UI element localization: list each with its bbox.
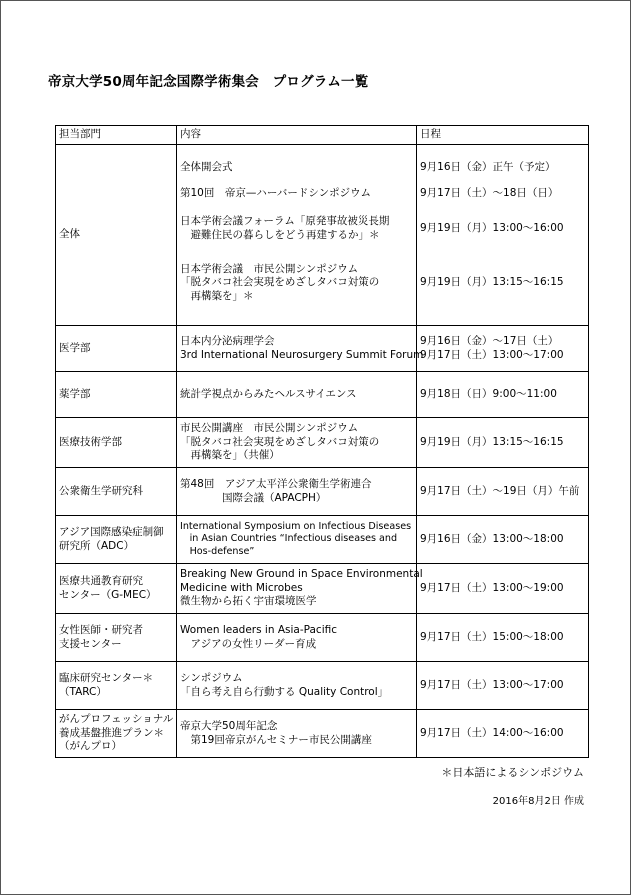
dept-cell: がんプロフェッショナル 養成基盤推進プラン＊ （がんプロ）: [56, 710, 177, 758]
table-row: [56, 662, 589, 710]
table-row: [56, 145, 589, 326]
table-row: [56, 614, 589, 662]
dept-cell: 全体: [56, 145, 177, 326]
date-item: 9月16日（金）正午（予定）: [420, 161, 556, 174]
table-row: [56, 468, 589, 516]
date-cell: 9月16日（金）～17日（土） 9月17日（土）13:00～17:00: [417, 326, 589, 372]
header-dept: 担当部門: [56, 126, 177, 145]
table-row: [56, 326, 589, 372]
content-item: 日本学術会議フォーラム「原発事故被災長期 避難住民の暮らしをどう再建するか」＊: [180, 215, 390, 241]
date-cell: 9月16日（金）13:00～18:00: [417, 516, 589, 564]
date-cell: 9月17日（土）～19日（月）午前: [417, 468, 589, 516]
dept-cell: 臨床研究センター＊ （TARC）: [56, 662, 177, 710]
content-cell: 第48回 アジア太平洋公衆衛生学術連合 国際会議（APACPH）: [177, 468, 417, 516]
date-cell: 9月17日（土）13:00～17:00: [417, 662, 589, 710]
dept-cell: 医学部: [56, 326, 177, 372]
date-item: 9月19日（月）13:15～16:15: [420, 276, 564, 289]
table-row: [56, 418, 589, 468]
date-cell: 9月18日（日）9:00～11:00: [417, 372, 589, 418]
date-cell: 9月17日（土）15:00～18:00: [417, 614, 589, 662]
date-item: 9月17日（土）～18日（日）: [420, 187, 559, 200]
date-cell: 9月17日（土）13:00～19:00: [417, 564, 589, 614]
date-cell: [417, 145, 589, 326]
program-table: [55, 125, 589, 758]
page-title: 帝京大学50周年記念国際学術集会 プログラム一覧: [48, 74, 369, 90]
content-cell: 市民公開講座 市民公開シンポジウム 「脱タバコ社会実現をめざしタバコ対策の 再構築を」（共催）: [177, 418, 417, 468]
table-row: [56, 372, 589, 418]
header-content: 内容: [177, 126, 417, 145]
dept-cell: 公衆衛生学研究科: [56, 468, 177, 516]
content-cell: 日本内分泌病理学会 3rd International Neurosurgery Summit Forum: [177, 326, 417, 372]
table-row: [56, 516, 589, 564]
dept-cell: 医療技術学部: [56, 418, 177, 468]
dept-cell: 医療共通教育研究 センター（G-MEC）: [56, 564, 177, 614]
dept-cell: 薬学部: [56, 372, 177, 418]
content-cell: Women leaders in Asia-Pacific アジアの女性リーダー育成: [177, 614, 417, 662]
table-header-row: [56, 126, 589, 145]
date-cell: 9月19日（月）13:15～16:15: [417, 418, 589, 468]
content-item: 第10回 帝京—ハーバードシンポジウム: [180, 187, 371, 200]
content-cell: 帝京大学50周年記念 第19回帝京がんセミナー市民公開講座: [177, 710, 417, 758]
table-row: [56, 710, 589, 758]
content-cell: シンポジウム 「自ら考え自ら行動する Quality Control」: [177, 662, 417, 710]
table-row: [56, 564, 589, 614]
content-cell: Breaking New Ground in Space Environmental Medicine with Microbes 微生物から拓く宇宙環境医学: [177, 564, 417, 614]
creation-date: 2016年8月2日 作成: [492, 796, 584, 807]
date-item: 9月19日（月）13:00～16:00: [420, 222, 564, 235]
header-date: 日程: [417, 126, 589, 145]
content-item: 日本学術会議 市民公開シンポジウム 「脱タバコ社会実現をめざしタバコ対策の 再構築を」＊: [180, 262, 380, 302]
content-item: 全体開会式: [180, 161, 233, 174]
footnote: ＊日本語によるシンポジウム: [441, 766, 584, 779]
dept-cell: 女性医師・研究者 支援センター: [56, 614, 177, 662]
date-cell: 9月17日（土）14:00～16:00: [417, 710, 589, 758]
content-cell: 統計学視点からみたヘルスサイエンス: [177, 372, 417, 418]
content-cell: International Symposium on Infectious Diseases in Asian Countries “Infectious diseases and Hos-defense”: [177, 516, 417, 564]
content-cell: [177, 145, 417, 326]
dept-cell: アジア国際感染症制御 研究所（ADC）: [56, 516, 177, 564]
